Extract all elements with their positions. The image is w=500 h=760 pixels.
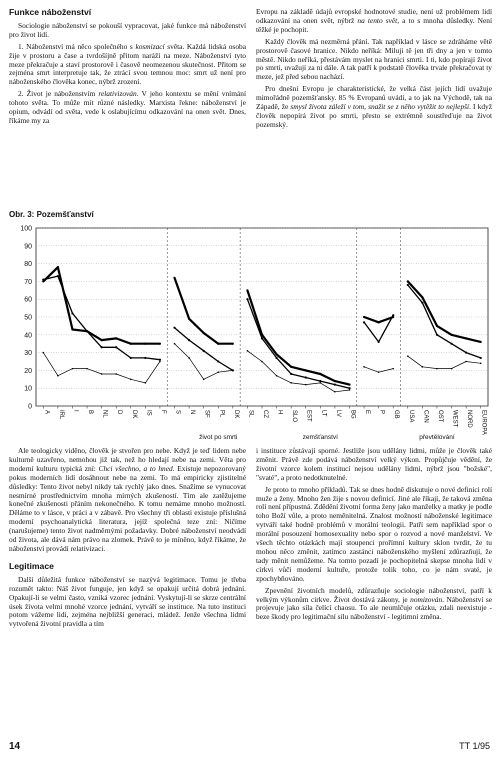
data-point	[378, 321, 380, 323]
data-point	[130, 357, 132, 359]
data-point	[159, 361, 161, 363]
x-tick-label: B	[87, 410, 94, 415]
data-point	[261, 361, 263, 363]
x-tick-label: IS	[145, 410, 152, 416]
data-point	[261, 337, 263, 339]
data-point	[173, 277, 175, 279]
series-line-thin	[43, 353, 160, 383]
x-tick-label: BG	[349, 410, 356, 419]
data-point	[173, 327, 175, 329]
data-point	[130, 379, 132, 381]
x-tick-label: LV	[334, 410, 341, 417]
paragraph: Sociologie náboženství se pokouší vypracovat, jaké funkce má náboženství pro život lidí.	[9, 20, 246, 39]
data-point	[450, 334, 452, 336]
page-number: 14	[9, 741, 21, 752]
data-point	[436, 334, 438, 336]
x-tick-label: D	[116, 410, 123, 415]
data-point	[465, 352, 467, 354]
data-point	[305, 376, 307, 378]
paragraph: Zpevnění životních modelů, zdůrazňuje sociologie náboženství, patří k velkým výkonům církve. Život dostává zákony, je nomizován. Náboženství se projevuje jako síla čelící chaosu. To ale neumlčuje otázku, zdali neexistuje - beze škody pro legitimační sílu náboženství - legitimní změna.	[256, 585, 492, 622]
section-heading-funkce: Funkce náboženství	[9, 7, 92, 17]
data-point	[145, 382, 147, 384]
y-tick-label: 100	[20, 225, 32, 233]
x-tick-label: NL	[101, 410, 108, 418]
data-point	[86, 330, 88, 332]
data-point	[421, 296, 423, 298]
data-point	[407, 355, 409, 357]
data-point	[450, 343, 452, 345]
x-tick-label: DK	[130, 410, 137, 419]
data-point	[392, 314, 394, 316]
x-tick-label: SLO	[291, 410, 298, 423]
data-point	[363, 366, 365, 368]
data-point	[101, 373, 103, 375]
data-point	[188, 318, 190, 320]
x-tick-label: LT	[320, 410, 327, 417]
data-point	[392, 368, 394, 370]
x-tick-label: I	[72, 410, 79, 412]
series-line-thin	[175, 344, 233, 380]
x-tick-label: A	[43, 410, 50, 415]
paragraph: Pro dnešní Evropu je charakteristické, že velká část jejích lidí uvažuje mimořádně pozemšťansky. 85 % Evropanů uvádí, a to jak na Východě, tak na Západě, že smysl života záleží v tom, snažit se z něho vytěžit to nejlepší. I když člověk nepopírá život po smrti, přesto se extrémně soustřeďuje na život pozemský.	[256, 84, 492, 129]
y-tick-label: 30	[24, 350, 32, 358]
data-point	[276, 375, 278, 377]
data-point	[174, 343, 176, 345]
x-tick-label: N	[189, 410, 196, 415]
data-point	[57, 375, 59, 377]
data-point	[246, 298, 248, 300]
figure-title: Obr. 3: Pozemšťanství	[9, 210, 94, 219]
data-point	[188, 357, 190, 359]
y-tick-label: 20	[24, 367, 32, 375]
data-point	[480, 362, 482, 364]
x-tick-label: GB	[393, 410, 400, 419]
group-label: převtělování	[419, 434, 455, 441]
paragraph: Každý člověk má nezměrná přání. Tak například v lásce se zdráháme větě prostorově časové hranice. Nikdo neříká: Miluji tě jen tři dny a jen v tomto městě. Nikdo neříká, přestávám myslet na hranici smrti. I ti, kdo popírají život po smrti, uvažují za ni dále. A tak patří k podstatě člověka trvale překračovat ty meze, jež před sebou nachází.	[256, 36, 492, 82]
right-column-top	[256, 8, 492, 133]
y-tick-label: 10	[24, 385, 32, 393]
series-line-medium	[408, 285, 481, 358]
data-point	[407, 284, 409, 286]
data-point	[217, 360, 219, 362]
data-point	[407, 280, 409, 282]
x-tick-label: DK	[232, 410, 239, 419]
data-point	[130, 343, 132, 345]
section-heading-legitimace: Legitimace	[9, 560, 54, 571]
data-point	[422, 366, 424, 368]
data-point	[159, 359, 161, 361]
data-point	[188, 339, 190, 341]
data-point	[232, 370, 234, 372]
data-point	[305, 384, 307, 386]
data-point	[290, 373, 292, 375]
group-label: zemšťanství	[302, 434, 338, 441]
paragraph: 1. Náboženství má něco společného s kosmizací světa. Každá lidská osoba žije v prostoru a čase a tvrdošíjně přitom naráží na meze. Náboženství tyto meze překračuje a staví prostorově i časově neomezenou skutečnost. Přitom se zejména smrt interpretuje tak, že ztrácí svou temnou moc: smrt už není pro náboženského člověka konec, nýbrž zrození.	[9, 41, 246, 87]
data-point	[42, 352, 44, 354]
right-column-bottom	[256, 447, 492, 625]
paragraph: Další důležitá funkce náboženství se nazývá legitimace. Tomu je třeba rozumět takto: Náš život funguje, jen když se opakují určitá dobrá jednání. Opakují-li se velmi často, vzniká vzorec jednání. Vyskytují-li se skrze centrální úsek života velmi mnohé vzorce jednání, vytváří se instituce. Na tuto instituci potom vážeme lidi, zejména nejbližší generaci, mládež. Jenže všechna lidmi vytvořená životní pravidla a tím	[9, 574, 246, 629]
data-point	[144, 343, 146, 345]
x-tick-label: EST	[305, 410, 312, 422]
data-point	[217, 343, 219, 345]
x-tick-label: CZ	[262, 410, 268, 418]
data-point	[451, 368, 453, 370]
data-point	[57, 266, 59, 268]
paragraph: Je proto to mnoho příkladů. Tak se dnes hodně diskutuje o nové definici rolí muže a ženy. Mnoho žen žije s novou definicí. Jiné ale říkají, že taková změna rolí není přípustná. Zdědění životní forma ženy jako manželky a matky je podle toho Boží vůle, a proto neměnitelná. Znalost možností náboženské legitimace vytváří také hodně problémů v morální teologii. Patří sem například spor o morální posouzení homosexuality nebo spor o rozvod a nové manželství. Ve všech těchto otázkách mají stoupenci prořímní kultury sklon tvrdit, že tu mohou něco změnit, zatímco zastánci náboženského myšlení zdůrazňují, že tady měnit nemůžeme. Na tomto pozadí je pochopitelná skepse mnoha lidí v církvi vůči moderní kultuře, protože tolik toho, co je nám svaté, je zpochybňováno.	[256, 484, 492, 583]
data-point	[290, 382, 292, 384]
data-point	[115, 337, 117, 339]
data-point	[232, 343, 234, 345]
data-point	[378, 371, 380, 373]
y-tick-label: 50	[24, 314, 32, 322]
x-tick-label: WEST	[451, 410, 458, 428]
x-tick-label: SL	[247, 410, 254, 418]
data-point	[305, 369, 307, 371]
data-point	[348, 384, 350, 386]
left-column-bottom	[9, 447, 246, 632]
series-line-medium	[247, 299, 349, 388]
x-tick-label: NORD	[466, 410, 473, 428]
data-point	[71, 312, 73, 314]
x-tick-label: H	[276, 410, 283, 415]
left-column-top	[9, 8, 246, 129]
series-line-thin	[408, 356, 481, 368]
data-point	[349, 389, 351, 391]
data-point	[363, 321, 365, 323]
x-tick-label: CAN	[422, 410, 429, 423]
data-point	[480, 341, 482, 343]
data-point	[319, 380, 321, 382]
data-point	[436, 325, 438, 327]
data-point	[348, 387, 350, 389]
data-point	[319, 373, 321, 375]
x-tick-label: IRL	[57, 410, 64, 420]
data-point	[115, 346, 117, 348]
data-point	[334, 380, 336, 382]
x-tick-label: E	[364, 410, 371, 415]
y-tick-label: 90	[24, 243, 32, 251]
data-point	[159, 343, 161, 345]
x-tick-label: USA	[407, 410, 414, 423]
data-point	[71, 328, 73, 330]
data-point	[203, 350, 205, 352]
data-point	[217, 371, 219, 373]
x-tick-label: PL	[218, 410, 225, 418]
data-point	[465, 361, 467, 363]
data-point	[203, 332, 205, 334]
issue-label: TT 1/95	[459, 741, 490, 751]
data-point	[480, 357, 482, 359]
series-line-bold	[408, 281, 481, 342]
data-point	[465, 337, 467, 339]
data-point	[246, 289, 248, 291]
data-point	[247, 350, 249, 352]
data-point	[101, 339, 103, 341]
data-point	[436, 368, 438, 370]
line-chart	[0, 220, 500, 442]
data-point	[115, 373, 117, 375]
data-point	[42, 279, 44, 281]
data-point	[421, 302, 423, 304]
data-point	[275, 353, 277, 355]
y-tick-label: 0	[28, 403, 32, 411]
data-point	[320, 382, 322, 384]
paragraph: 2. Život je náboženstvím relativizován. V jeho kontextu se mění vnímání tohoto světa. To může mít různé následky. Marxista řekne: náboženství je opium, odvádí od světa, vede k oslabujícímu odkazování na onen svět. Dnes, říkáme my za	[9, 89, 246, 125]
x-tick-label: P	[378, 410, 385, 415]
paragraph: i instituce zůstávají sporné. Jestliže jsou udělány lidmi, může je člověk také změnit. Právě zde podává náboženství velký výkon. Propůjčuje vědění, že životní vzorce kolem institucí nejsou udělány lidmi, nýbrž jsou "božské", "svaté", a proto nedotknutelné.	[256, 446, 492, 482]
data-point	[334, 384, 336, 386]
x-tick-label: SF	[203, 410, 210, 418]
data-point	[101, 346, 103, 348]
data-point	[86, 368, 88, 370]
y-tick-label: 80	[24, 261, 32, 269]
series-line-bold	[43, 267, 160, 344]
group-label: život po smrti	[199, 434, 238, 441]
x-tick-label: EUROPA	[480, 410, 487, 435]
data-point	[363, 316, 365, 318]
x-tick-label: S	[174, 410, 181, 415]
data-point	[275, 357, 277, 359]
x-tick-label: F	[159, 410, 166, 414]
data-point	[378, 341, 380, 343]
y-tick-label: 70	[24, 278, 32, 286]
data-point	[72, 368, 74, 370]
x-tick-label: OST	[436, 410, 443, 423]
data-point	[203, 379, 205, 381]
y-tick-label: 60	[24, 296, 32, 304]
data-point	[334, 391, 336, 393]
paragraph: Ale teologicky viděno, člověk je stvořen pro nebe. Když je teď lidem nebe kulturně uzavřeno, nemohou již tak, než ho hledají nebe na zemi. Věta pro moderní kulturu typická zní: Chci všechno, a to hned. Existuje nepozorovaný pokus moderních lidí dosáhnout nebe na zemi. To má empiricky zjistitelné důsledky: Tento život nebyl nikdy tak rychlý jako dnes. Snažíme se vynucovat nesmírné prostřednictvím mnoha mírných zkušeností. Tím ale zatěžujeme konečné zkušenosti přáním nekonečného. K tomu nemáme mnoho možností. Děláme to v lásce, v práci a v zábavě. Pro všechny tři oblasti existuje příslušná moderní psychoanalytická literatura, jejíž společná teze zní: Ničíme (narušujeme) tento život nadměrnými požadavky. Dobré náboženství neodvádí od života, ale dává nám právo na zlomek. Právě to je míněno, když říkáme, že náboženství provádí relativizaci.	[9, 446, 246, 553]
data-point	[290, 366, 292, 368]
series-line-thin	[247, 351, 349, 392]
data-point	[144, 357, 146, 359]
y-tick-label: 40	[24, 332, 32, 340]
paragraph: Evropu na základě údajů evropské hodnotové studie, není už problémem lidí odkazování na onen svět, nýbrž na tento svět, a to s mnoha důsledky. Není těžké je pochopit.	[256, 7, 493, 34]
data-point	[57, 275, 59, 277]
